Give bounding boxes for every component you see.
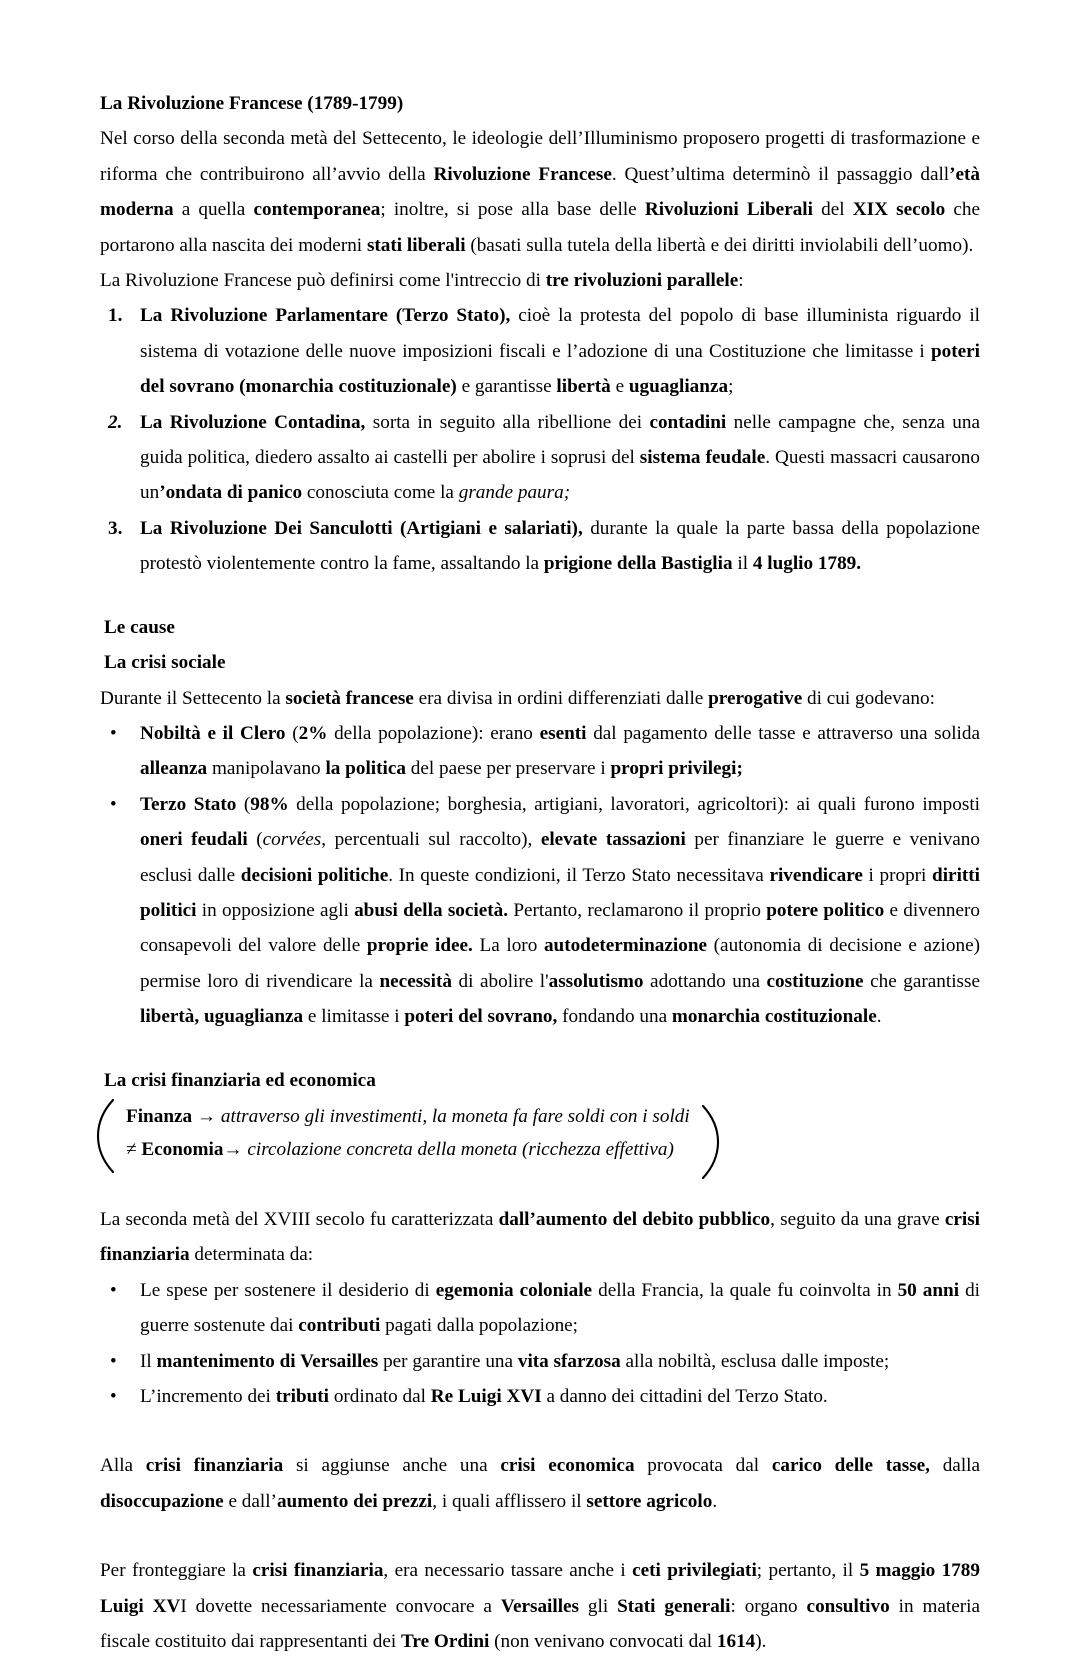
terzo-italic-corvees: corvées xyxy=(262,829,322,851)
list-item xyxy=(100,1273,980,1344)
definition-line-finanza xyxy=(126,1100,740,1133)
rev1-text: cioè la protesta del popolo di base illuminista riguardo il sistema di votazione delle nuove imposizioni fiscali e l’adozione di una Costituzione che limitasse i xyxy=(140,305,980,362)
definition-box xyxy=(100,1098,740,1168)
terzo-bold-4: elevate tassazioni xyxy=(540,829,686,851)
section-subheading-crisi-sociale: La crisi sociale xyxy=(104,652,226,674)
terzo-t4: , percentuali sul raccolto), xyxy=(321,829,541,851)
debt-bold-1: dall’aumento del debito pubblico xyxy=(498,1208,771,1230)
finanza-label: Finanza xyxy=(126,1105,193,1127)
econ-bold-5: aumento dei prezzi xyxy=(276,1490,433,1512)
terzo-bold-14: costituzione xyxy=(766,970,864,992)
final-t8: (non venivano convocati dal xyxy=(489,1631,717,1653)
terzo-t9: Pertanto, reclamarono il proprio xyxy=(508,899,767,921)
fin3-t1: L’incremento dei xyxy=(140,1386,276,1407)
rev1-bold-poteri: poteri del sovrano (monarchia costituzionale) xyxy=(140,340,980,398)
econ-t6: , i quali afflissero il xyxy=(432,1490,587,1512)
three-revolutions-list xyxy=(100,298,980,581)
fin3-t2: ordinato dal xyxy=(329,1386,431,1407)
econ-t4: dalla xyxy=(929,1455,981,1477)
terzo-t14: adottando una xyxy=(643,970,767,992)
econ-t7: . xyxy=(712,1490,718,1512)
list-marker: 2. xyxy=(108,411,123,433)
intro-seg-1: Nel corso della seconda metà del Settecento, le ideologie dell’Illuminismo proposero progetti di trasformazione e riforma che contribuirono all’avvio della xyxy=(100,128,980,185)
intro-seg-3: a quella xyxy=(173,199,254,221)
list-marker: 3. xyxy=(108,517,123,539)
nobility-bold-1: Nobiltà e il Clero xyxy=(140,722,286,744)
arrow-icon: → xyxy=(223,1138,248,1160)
terzo-bold-1: Terzo Stato xyxy=(140,793,237,815)
final-bold-4: Versailles xyxy=(500,1595,580,1617)
lead-in-text: La Rivoluzione Francese può definirsi come l'intreccio di xyxy=(100,270,546,292)
terzo-t6: . In queste condizioni, il Terzo Stato necessitava xyxy=(388,864,770,886)
terzo-t16: e limitasse i xyxy=(303,1006,405,1028)
intro-seg-7: (basati sulla tutela della libertà e dei diritti inviolabili dell’uomo). xyxy=(465,234,974,256)
fin3-bold-2: Re Luigi XVI xyxy=(430,1386,542,1407)
rev3-bold-data: 4 luglio 1789. xyxy=(752,553,862,575)
section-heading-crisi-finanziaria: La crisi finanziaria ed economica xyxy=(104,1069,376,1091)
debt-bold-2: crisi finanziaria xyxy=(100,1208,980,1266)
terzo-t11: La loro xyxy=(472,935,544,957)
list-item xyxy=(100,787,980,1035)
fin3-t3: a danno dei cittadini del Terzo Stato. xyxy=(541,1386,828,1407)
rev1-title: La Rivoluzione Parlamentare (Terzo Stato), xyxy=(140,305,511,327)
intro-bold-rivoluzione-francese: Rivoluzione Francese xyxy=(433,163,612,185)
econ-bold-4: disoccupazione xyxy=(100,1490,224,1512)
rev2-text: sorta in seguito alla ribellione dei xyxy=(365,411,650,433)
economia-label: Economia xyxy=(141,1138,224,1160)
econ-bold-3: carico delle tasse, xyxy=(771,1455,930,1477)
bullet-icon: • xyxy=(110,793,117,815)
causes-intro-seg-3: di cui godevano: xyxy=(802,687,935,709)
terzo-bold-8: abusi della società. xyxy=(354,899,509,921)
nobility-t4: manipolavano xyxy=(207,758,326,780)
list-item xyxy=(100,405,980,511)
terzo-t12: (autonomia di decisione e azione) permise loro di rivendicare la xyxy=(140,935,980,992)
rev2-text-4: conosciuta come la xyxy=(302,482,459,504)
nobility-bold-6: propri privilegi; xyxy=(610,758,743,780)
econ-t1: Alla xyxy=(100,1455,146,1477)
terzo-t15: che garantisse xyxy=(863,970,980,992)
list-item xyxy=(100,1344,980,1379)
financial-causes-list xyxy=(100,1273,980,1415)
rev3-text-2: il xyxy=(732,553,753,575)
rev2-bold-ondata: ’ondata di panico xyxy=(159,482,303,504)
causes-section xyxy=(100,610,980,681)
economic-crisis-paragraph xyxy=(100,1448,980,1519)
final-bold-5: Stati generali xyxy=(617,1595,731,1617)
econ-bold-2: crisi economica xyxy=(500,1455,635,1477)
terzo-t17: fondando una xyxy=(557,1006,672,1028)
list-item xyxy=(100,298,980,404)
nobility-t3: dal pagamento delle tasse e attraverso una solida xyxy=(586,722,980,744)
terzo-bold-15: libertà, uguaglianza xyxy=(140,1006,304,1028)
spacer xyxy=(100,1035,980,1063)
terzo-bold-13: assolutismo xyxy=(548,970,644,992)
terzo-bold-6: rivendicare xyxy=(769,864,863,886)
terzo-bold-10: proprie idee. xyxy=(366,935,473,957)
fin2-t3: alla nobiltà, esclusa dalle imposte; xyxy=(620,1350,890,1372)
rev2-text-3: . Questi massacri causarono un xyxy=(140,447,980,504)
final-bold-1: crisi finanziaria xyxy=(252,1560,384,1582)
intro-bold-stati-liberali: stati liberali xyxy=(366,234,466,256)
terzo-bold-7: diritti politici xyxy=(140,864,981,921)
fin1-t3: di guerre sostenute dai xyxy=(140,1279,981,1337)
terzo-t2: della popolazione; borghesia, artigiani, lavoratori, agricoltori): ai quali furono imposti xyxy=(288,793,980,815)
terzo-bold-17: monarchia costituzionale xyxy=(671,1006,877,1028)
spacer xyxy=(100,582,980,610)
econ-bold-6: settore agricolo xyxy=(586,1490,713,1512)
rev1-bold-liberta: libertà xyxy=(556,376,611,398)
terzo-t5: per finanziare le guerre e venivano esclusi dalle xyxy=(140,829,980,886)
rev1-text-2: e garantisse xyxy=(456,376,557,398)
intro-seg-6: che portarono alla nascita dei moderni xyxy=(100,199,980,256)
econ-bold-1: crisi finanziaria xyxy=(145,1455,284,1477)
final-t7: in materia fiscale costituito dai rappresentanti dei xyxy=(100,1595,980,1653)
intro-seg-4: ; inoltre, si pose alla base delle xyxy=(380,199,645,221)
terzo-t13: di abolire l' xyxy=(451,970,549,992)
financial-section xyxy=(100,1063,980,1098)
intro-seg-5: del xyxy=(812,199,853,221)
intro-paragraph xyxy=(100,121,980,263)
debt-t1: La seconda metà del XVIII secolo fu caratterizzata xyxy=(100,1208,499,1230)
terzo-t10: e divennero consapevoli del valore delle xyxy=(140,899,980,957)
terzo-t1: ( xyxy=(236,793,251,815)
fin2-bold-2: vita sfarzosa xyxy=(517,1350,621,1372)
rev2-italic-grande-paura: grande paura; xyxy=(458,482,571,504)
fin1-t4: pagati dalla popolazione; xyxy=(380,1315,579,1337)
rev3-title: La Rivoluzione Dei Sanculotti (Artigiani e salariati), xyxy=(140,517,583,539)
econ-t3: provocata dal xyxy=(634,1455,772,1477)
terzo-bold-9: potere politico xyxy=(766,899,885,921)
final-t1: Per fronteggiare la xyxy=(100,1560,253,1582)
document-body xyxy=(100,86,980,1659)
terzo-t7: i propri xyxy=(862,864,933,886)
rev1-text-3: e xyxy=(610,376,629,398)
not-equal-icon: ≠ xyxy=(126,1138,142,1160)
intro-seg-2: . Quest’ultima determinò il passaggio dall xyxy=(611,163,950,185)
bullet-icon: • xyxy=(110,722,117,744)
terzo-bold-5: decisioni politiche xyxy=(240,864,389,886)
final-bold-2: ceti privilegiati xyxy=(632,1560,757,1582)
fin1-t2: della Francia, la quale fu coinvolta in xyxy=(592,1279,898,1301)
fin1-bold-2: 50 anni xyxy=(897,1279,960,1301)
bullet-icon: • xyxy=(110,1386,117,1407)
page-title: La Rivoluzione Francese (1789-1799) xyxy=(100,93,404,114)
definition-line-economia xyxy=(126,1133,740,1166)
intro-bold-contemporanea: contemporanea xyxy=(253,199,381,221)
economia-definition: circolazione concreta della moneta (ricchezza effettiva) xyxy=(247,1138,674,1160)
final-t2: , era necessario tassare anche i xyxy=(383,1560,633,1582)
fin1-t1: Le spese per sostenere il desiderio di xyxy=(140,1279,436,1301)
nobility-t5: del paese per preservare i xyxy=(405,758,611,780)
arrow-icon: → xyxy=(192,1105,221,1127)
rev1-text-4: ; xyxy=(728,376,734,398)
terzo-bold-3: oneri feudali xyxy=(140,829,248,851)
final-t4: I dovette necessariamente convocare a xyxy=(180,1595,501,1617)
spacer xyxy=(100,1519,980,1553)
spacer xyxy=(100,1414,980,1448)
rev2-bold-sistema-feudale: sistema feudale xyxy=(639,447,766,469)
list-marker: 1. xyxy=(108,305,123,327)
terzo-bold-2: 98% xyxy=(250,793,289,815)
terzo-t3: ( xyxy=(247,829,263,851)
econ-t2: si aggiunse anche una xyxy=(283,1455,501,1477)
list-item xyxy=(100,511,980,582)
lead-in-tail: : xyxy=(738,270,744,292)
debt-t2: , seguito da una grave xyxy=(770,1208,945,1230)
fin2-t1: Il xyxy=(140,1350,157,1372)
debt-paragraph xyxy=(100,1202,980,1273)
rev1-bold-uguaglianza: uguaglianza xyxy=(628,376,729,398)
left-paren-icon xyxy=(94,1098,116,1174)
nobility-bold-2: 2% xyxy=(298,722,328,744)
lead-in-paragraph xyxy=(100,263,980,298)
terzo-bold-16: poteri del sovrano, xyxy=(404,1006,558,1028)
bullet-icon: • xyxy=(110,1279,117,1301)
causes-intro-paragraph xyxy=(100,681,980,716)
social-classes-list xyxy=(100,716,980,1035)
terzo-bold-12: necessità xyxy=(379,970,452,992)
intro-bold-eta-moderna: ’età moderna xyxy=(100,163,981,221)
nobility-bold-4: alleanza xyxy=(140,758,208,780)
bullet-icon: • xyxy=(110,1350,117,1372)
rev2-title: La Rivoluzione Contadina, xyxy=(140,411,366,433)
final-t5: gli xyxy=(579,1595,618,1617)
terzo-t8: in opposizione agli xyxy=(196,899,355,921)
econ-t5: e dall’ xyxy=(223,1490,277,1512)
causes-bold-prerogative: prerogative xyxy=(708,687,803,709)
final-bold-6: consultivo xyxy=(806,1595,890,1617)
finanza-definition: attraverso gli investimenti, la moneta fa fare soldi con i soldi xyxy=(220,1105,690,1127)
fin2-bold-1: mantenimento di Versailles xyxy=(156,1350,379,1372)
nobility-bold-3: esenti xyxy=(539,722,587,744)
fin2-t2: per garantire una xyxy=(378,1350,518,1372)
final-paragraph xyxy=(100,1553,980,1659)
causes-bold-societa: società francese xyxy=(285,687,414,709)
list-item xyxy=(100,1379,980,1414)
fin1-bold-3: contributi xyxy=(298,1315,381,1337)
fin3-bold-1: tributi xyxy=(275,1386,330,1407)
list-item xyxy=(100,716,980,787)
nobility-bold-5: la politica xyxy=(325,758,406,780)
rev3-bold-bastiglia: prigione della Bastiglia xyxy=(543,553,733,575)
causes-intro-seg-1: Durante il Settecento la xyxy=(100,687,286,709)
nobility-t1: ( xyxy=(285,722,299,744)
terzo-t18: . xyxy=(876,1006,882,1028)
spacer xyxy=(100,1168,980,1202)
causes-intro-seg-2: era divisa in ordini differenziati dalle xyxy=(413,687,709,709)
intro-bold-rivoluzioni-liberali: Rivoluzioni Liberali xyxy=(644,199,813,221)
terzo-bold-11: autodeterminazione xyxy=(543,935,708,957)
nobility-t2: della popolazione): erano xyxy=(327,722,540,744)
rev3-text: durante la quale la parte bassa della popolazione protestò violentemente contro la fame, assaltando la xyxy=(140,517,980,575)
final-bold-3: 5 maggio 1789 Luigi XV xyxy=(100,1560,980,1617)
section-heading-le-cause: Le cause xyxy=(104,616,175,638)
intro-bold-xix-secolo: XIX secolo xyxy=(852,199,946,221)
final-t9: ). xyxy=(755,1631,767,1653)
lead-in-bold: tre rivoluzioni parallele xyxy=(545,270,739,292)
final-bold-7: Tre Ordini xyxy=(401,1631,490,1653)
rev2-bold-contadini: contadini xyxy=(649,411,727,433)
debt-t3: determinata da: xyxy=(189,1244,314,1266)
final-t6: : organo xyxy=(730,1595,807,1617)
final-t3: ; pertanto, il xyxy=(756,1560,860,1582)
final-bold-8: 1614 xyxy=(716,1631,756,1653)
fin1-bold-1: egemonia coloniale xyxy=(435,1279,593,1301)
rev2-text-2: nelle campagne che, senza una guida politica, diedero assalto ai castelli per abolire i soprusi del xyxy=(140,411,980,469)
